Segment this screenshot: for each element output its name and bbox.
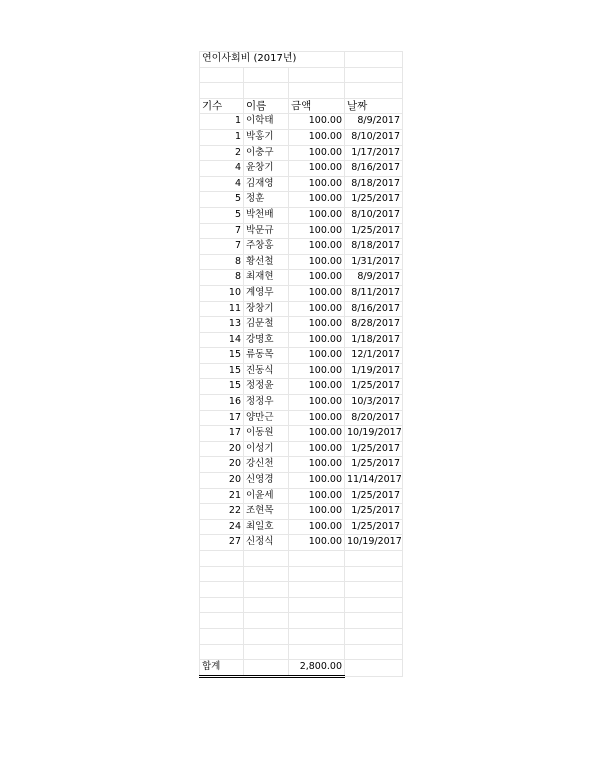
cell-name[interactable]: 이동원 <box>244 426 289 442</box>
cell-date[interactable]: 8/10/2017 <box>345 129 403 145</box>
cell-amount[interactable]: 100.00 <box>289 317 345 333</box>
cell-amount[interactable]: 100.00 <box>289 457 345 473</box>
cell-name[interactable]: 김문철 <box>244 317 289 333</box>
table-row <box>200 332 403 348</box>
cell-num[interactable]: 15 <box>200 379 244 395</box>
empty-cell[interactable] <box>345 660 403 677</box>
empty-cell[interactable] <box>345 628 403 644</box>
empty-cell[interactable] <box>289 628 345 644</box>
cell-date[interactable]: 1/25/2017 <box>345 223 403 239</box>
table-row <box>200 441 403 457</box>
cell-name[interactable]: 황선철 <box>244 254 289 270</box>
empty-cell[interactable] <box>244 83 289 99</box>
cell-num[interactable]: 4 <box>200 176 244 192</box>
cell-num[interactable]: 14 <box>200 332 244 348</box>
cell-num[interactable]: 7 <box>200 223 244 239</box>
cell-name[interactable]: 신정식 <box>244 535 289 551</box>
cell-num[interactable]: 21 <box>200 488 244 504</box>
cell-num[interactable]: 17 <box>200 426 244 442</box>
cell-amount[interactable]: 100.00 <box>289 504 345 520</box>
table-row <box>200 317 403 333</box>
cell-num[interactable]: 2 <box>200 145 244 161</box>
cell-amount[interactable]: 100.00 <box>289 348 345 364</box>
empty-cell[interactable] <box>345 613 403 629</box>
header-num[interactable]: 기수 <box>200 98 244 114</box>
empty-cell[interactable] <box>345 644 403 660</box>
cell-date[interactable]: 1/25/2017 <box>345 488 403 504</box>
blank-row <box>200 83 403 99</box>
cell-name[interactable]: 최일호 <box>244 519 289 535</box>
cell-name[interactable]: 계영무 <box>244 285 289 301</box>
cell-num[interactable]: 16 <box>200 395 244 411</box>
cell-name[interactable]: 박천배 <box>244 207 289 223</box>
cell-amount[interactable]: 100.00 <box>289 473 345 489</box>
cell-amount[interactable]: 100.00 <box>289 301 345 317</box>
cell-date[interactable]: 8/20/2017 <box>345 410 403 426</box>
table-row <box>200 473 403 489</box>
cell-num[interactable]: 11 <box>200 301 244 317</box>
cell-name[interactable]: 정정우 <box>244 395 289 411</box>
table-row <box>200 176 403 192</box>
cell-date[interactable]: 8/16/2017 <box>345 301 403 317</box>
cell-date[interactable]: 1/18/2017 <box>345 332 403 348</box>
table-row <box>200 285 403 301</box>
cell-name[interactable]: 양만근 <box>244 410 289 426</box>
cell-date[interactable]: 12/1/2017 <box>345 348 403 364</box>
table-row <box>200 114 403 130</box>
empty-cell[interactable] <box>345 597 403 613</box>
empty-cell[interactable] <box>200 582 244 598</box>
blank-row <box>200 67 403 83</box>
table-row <box>200 363 403 379</box>
total-label[interactable]: 합계 <box>200 660 244 677</box>
cell-num[interactable]: 10 <box>200 285 244 301</box>
cell-date[interactable]: 10/19/2017 <box>345 535 403 551</box>
table-row <box>200 426 403 442</box>
empty-cell[interactable] <box>289 597 345 613</box>
cell-amount[interactable]: 100.00 <box>289 254 345 270</box>
header-amount[interactable]: 금액 <box>289 98 345 114</box>
cell-name[interactable]: 주창홍 <box>244 239 289 255</box>
empty-cell[interactable] <box>289 644 345 660</box>
cell-amount[interactable]: 100.00 <box>289 363 345 379</box>
cell-num[interactable]: 15 <box>200 363 244 379</box>
empty-cell[interactable] <box>200 644 244 660</box>
cell-date[interactable]: 1/25/2017 <box>345 441 403 457</box>
empty-cell[interactable] <box>200 628 244 644</box>
empty-cell[interactable] <box>345 67 403 83</box>
table-row <box>200 457 403 473</box>
header-date[interactable]: 날짜 <box>345 98 403 114</box>
empty-cell[interactable] <box>200 83 244 99</box>
spreadsheet-page <box>199 51 402 678</box>
empty-cell[interactable] <box>289 582 345 598</box>
cell-num[interactable]: 27 <box>200 535 244 551</box>
cell-amount[interactable]: 100.00 <box>289 270 345 286</box>
cell-amount[interactable]: 100.00 <box>289 332 345 348</box>
empty-cell[interactable] <box>244 67 289 83</box>
table-row <box>200 239 403 255</box>
cell-date[interactable]: 8/18/2017 <box>345 239 403 255</box>
table-row <box>200 379 403 395</box>
blank-row <box>200 613 403 629</box>
cell-date[interactable]: 8/18/2017 <box>345 176 403 192</box>
cell-date[interactable]: 1/25/2017 <box>345 379 403 395</box>
cell-name[interactable]: 이학태 <box>244 114 289 130</box>
cell-amount[interactable]: 100.00 <box>289 535 345 551</box>
cell-amount[interactable]: 100.00 <box>289 285 345 301</box>
table-row <box>200 504 403 520</box>
cell-num[interactable]: 20 <box>200 457 244 473</box>
table-row <box>200 145 403 161</box>
cell-amount[interactable]: 100.00 <box>289 410 345 426</box>
cell-amount[interactable]: 100.00 <box>289 488 345 504</box>
empty-cell[interactable] <box>289 613 345 629</box>
cell-date[interactable]: 8/28/2017 <box>345 317 403 333</box>
empty-cell[interactable] <box>345 83 403 99</box>
title-row <box>200 52 403 68</box>
cell-name[interactable]: 류동목 <box>244 348 289 364</box>
cell-num[interactable]: 4 <box>200 161 244 177</box>
cell-amount[interactable]: 100.00 <box>289 145 345 161</box>
cell-amount[interactable]: 100.00 <box>289 239 345 255</box>
table-row <box>200 270 403 286</box>
total-row <box>200 660 403 677</box>
cell-num[interactable]: 5 <box>200 207 244 223</box>
blank-row <box>200 582 403 598</box>
cell-name[interactable]: 이윤세 <box>244 488 289 504</box>
cell-num[interactable]: 7 <box>200 239 244 255</box>
cell-name[interactable]: 진동식 <box>244 363 289 379</box>
cell-date[interactable]: 1/17/2017 <box>345 145 403 161</box>
empty-cell[interactable] <box>244 551 289 567</box>
empty-cell[interactable] <box>345 551 403 567</box>
cell-amount[interactable]: 100.00 <box>289 426 345 442</box>
empty-cell[interactable] <box>244 613 289 629</box>
cell-amount[interactable]: 100.00 <box>289 379 345 395</box>
empty-cell[interactable] <box>200 551 244 567</box>
table-row <box>200 348 403 364</box>
cell-num[interactable]: 24 <box>200 519 244 535</box>
cell-amount[interactable]: 100.00 <box>289 223 345 239</box>
cell-num[interactable]: 1 <box>200 114 244 130</box>
cell-date[interactable]: 1/25/2017 <box>345 504 403 520</box>
blank-row <box>200 597 403 613</box>
empty-cell[interactable] <box>289 551 345 567</box>
cell-date[interactable]: 8/16/2017 <box>345 161 403 177</box>
cell-num[interactable]: 17 <box>200 410 244 426</box>
cell-amount[interactable]: 100.00 <box>289 192 345 208</box>
cell-date[interactable]: 1/19/2017 <box>345 363 403 379</box>
table-body <box>200 52 403 677</box>
sheet-title[interactable]: 연이사회비 (2017년) <box>200 52 345 68</box>
cell-date[interactable]: 1/31/2017 <box>345 254 403 270</box>
cell-amount[interactable]: 100.00 <box>289 207 345 223</box>
table-row <box>200 223 403 239</box>
cell-date[interactable]: 8/9/2017 <box>345 114 403 130</box>
cell-date[interactable]: 8/10/2017 <box>345 207 403 223</box>
empty-cell[interactable] <box>289 566 345 582</box>
cell-date[interactable]: 1/25/2017 <box>345 457 403 473</box>
header-name[interactable]: 이름 <box>244 98 289 114</box>
table-row <box>200 129 403 145</box>
cell-name[interactable]: 박홍기 <box>244 129 289 145</box>
cell-num[interactable]: 5 <box>200 192 244 208</box>
cell-amount[interactable]: 100.00 <box>289 129 345 145</box>
cell-num[interactable]: 8 <box>200 254 244 270</box>
cell-name[interactable]: 장창기 <box>244 301 289 317</box>
table-row <box>200 192 403 208</box>
cell-amount[interactable]: 100.00 <box>289 441 345 457</box>
table-row <box>200 535 403 551</box>
cell-name[interactable]: 정정윤 <box>244 379 289 395</box>
table-row <box>200 207 403 223</box>
cell-name[interactable]: 박문규 <box>244 223 289 239</box>
table-row <box>200 410 403 426</box>
empty-cell[interactable] <box>244 628 289 644</box>
cell-name[interactable]: 윤창기 <box>244 161 289 177</box>
empty-cell[interactable] <box>244 582 289 598</box>
cell-date[interactable]: 1/25/2017 <box>345 519 403 535</box>
empty-cell[interactable] <box>200 613 244 629</box>
cell-name[interactable]: 강명호 <box>244 332 289 348</box>
cell-num[interactable]: 8 <box>200 270 244 286</box>
cell-amount[interactable]: 100.00 <box>289 519 345 535</box>
fee-table <box>199 51 403 678</box>
cell-num[interactable]: 13 <box>200 317 244 333</box>
empty-cell[interactable] <box>244 644 289 660</box>
cell-date[interactable]: 8/9/2017 <box>345 270 403 286</box>
table-row <box>200 254 403 270</box>
blank-row <box>200 551 403 567</box>
cell-num[interactable]: 20 <box>200 473 244 489</box>
blank-row <box>200 644 403 660</box>
cell-amount[interactable]: 100.00 <box>289 114 345 130</box>
empty-cell[interactable] <box>289 83 345 99</box>
empty-cell[interactable] <box>289 67 345 83</box>
cell-name[interactable]: 정훈 <box>244 192 289 208</box>
empty-cell[interactable] <box>345 52 403 68</box>
cell-date[interactable]: 11/14/2017 <box>345 473 403 489</box>
cell-num[interactable]: 20 <box>200 441 244 457</box>
cell-name[interactable]: 조현목 <box>244 504 289 520</box>
empty-cell[interactable] <box>200 566 244 582</box>
table-row <box>200 395 403 411</box>
cell-name[interactable]: 강신천 <box>244 457 289 473</box>
cell-name[interactable]: 최재현 <box>244 270 289 286</box>
empty-cell[interactable] <box>345 566 403 582</box>
cell-name[interactable]: 이충구 <box>244 145 289 161</box>
blank-row <box>200 628 403 644</box>
cell-amount[interactable]: 100.00 <box>289 161 345 177</box>
cell-amount[interactable]: 100.00 <box>289 395 345 411</box>
table-row <box>200 301 403 317</box>
table-row <box>200 519 403 535</box>
total-amount[interactable]: 2,800.00 <box>289 660 345 677</box>
cell-name[interactable]: 신영경 <box>244 473 289 489</box>
blank-row <box>200 566 403 582</box>
empty-cell[interactable] <box>244 660 289 677</box>
cell-amount[interactable]: 100.00 <box>289 176 345 192</box>
cell-date[interactable]: 10/3/2017 <box>345 395 403 411</box>
header-row <box>200 98 403 114</box>
cell-date[interactable]: 8/11/2017 <box>345 285 403 301</box>
cell-num[interactable]: 15 <box>200 348 244 364</box>
empty-cell[interactable] <box>345 582 403 598</box>
empty-cell[interactable] <box>244 566 289 582</box>
cell-num[interactable]: 22 <box>200 504 244 520</box>
empty-cell[interactable] <box>200 597 244 613</box>
table-row <box>200 488 403 504</box>
cell-num[interactable]: 1 <box>200 129 244 145</box>
cell-date[interactable]: 1/25/2017 <box>345 192 403 208</box>
empty-cell[interactable] <box>200 67 244 83</box>
empty-cell[interactable] <box>244 597 289 613</box>
table-row <box>200 161 403 177</box>
cell-name[interactable]: 이성기 <box>244 441 289 457</box>
cell-date[interactable]: 10/19/2017 <box>345 426 403 442</box>
cell-name[interactable]: 김재영 <box>244 176 289 192</box>
